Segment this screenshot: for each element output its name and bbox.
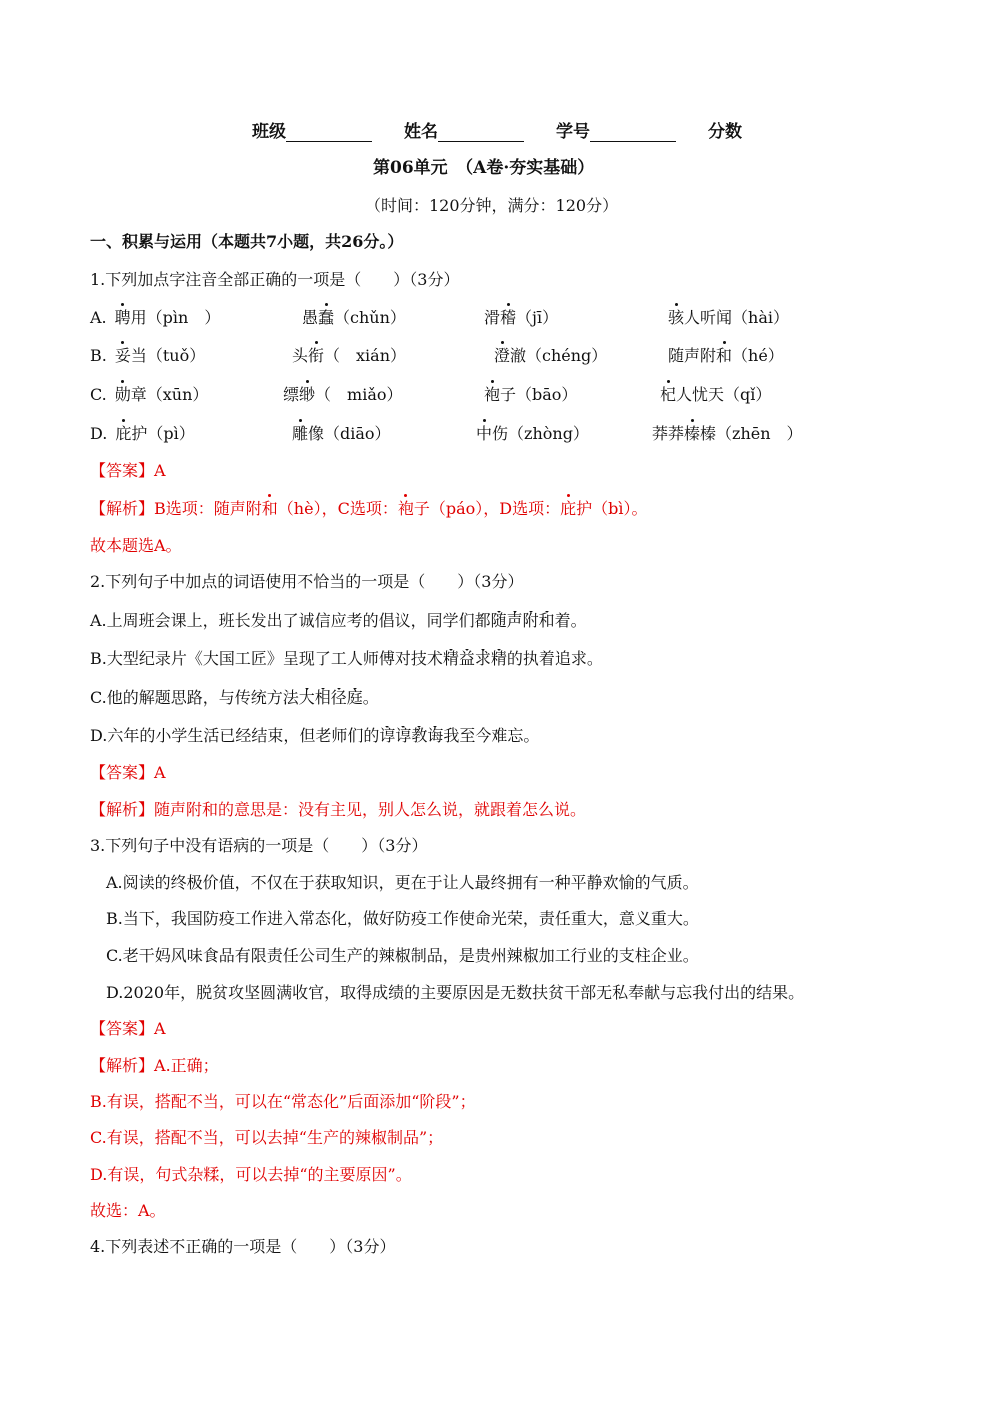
q1-option-b-2: [292, 346, 406, 366]
dotted-char: 榛: [684, 424, 701, 443]
q3-option-a: A.阅读的终极价值，不仅在于获取知识，更在于让人最终拥有一种平静欢愉的气质。: [106, 873, 699, 892]
q2-option-a: [90, 611, 587, 631]
analysis-text: 子（páo），D选项：: [413, 499, 561, 518]
q1-option-b-3: [494, 346, 607, 366]
dotted-char: 骇: [668, 308, 685, 327]
option-text: 伤（zhòng）: [492, 424, 589, 443]
answer-value: A: [154, 1019, 166, 1038]
q1-option-b-1: [90, 346, 205, 366]
dotted-char: 和: [716, 346, 733, 365]
answer-value: A: [154, 461, 166, 480]
option-text: 人忧天（qǐ）: [676, 385, 772, 404]
option-text: 缥: [283, 385, 300, 404]
q4-stem: 4.下列表述不正确的一项是（ ）（3分）: [90, 1237, 396, 1256]
analysis-tag: 【解析】: [90, 499, 155, 518]
q1-option-d-3: [476, 424, 589, 444]
q2-analysis: [90, 800, 586, 820]
q3-stem: 3.下列句子中没有语病的一项是（ ）（3分）: [90, 836, 428, 855]
dotted-char: 妥: [114, 346, 131, 365]
q1-stem: 1.下列加点字注音全部正确的一项是（ ）（3分）: [90, 270, 460, 289]
option-text: 滑: [484, 308, 501, 327]
option-text: 像（diāo）: [308, 424, 391, 443]
option-letter: A.: [90, 308, 107, 327]
option-text: 的执着追求。: [506, 649, 603, 668]
analysis-text: A.正确；: [154, 1056, 219, 1075]
analysis-tag: 【解析】: [90, 1056, 155, 1075]
q3-analysis-c: C.有误，搭配不当，可以去掉“生产的辣椒制品”；: [90, 1128, 444, 1147]
q1-option-a-1: [90, 308, 220, 328]
answer-tag: 【答案】: [90, 461, 155, 480]
option-text: 随声附: [668, 346, 717, 365]
analysis-tag: 【解析】: [90, 800, 155, 819]
class-blank[interactable]: [286, 123, 372, 142]
q3-option-c: C.老干妈风味食品有限责任公司生产的辣椒制品，是贵州辣椒加工行业的支柱企业。: [106, 946, 699, 965]
q2-option-d: [90, 726, 539, 746]
option-letter: D.: [90, 424, 108, 443]
q2-answer: [90, 763, 166, 783]
section-title: 一、积累与运用（本题共7小题，共26分。）: [90, 232, 404, 251]
analysis-text: 护（bì）。: [576, 499, 648, 518]
option-text: （chǔn）: [334, 308, 406, 327]
page-title: 第06单元 （A卷·夯实基础）: [373, 158, 595, 178]
option-text: （ miǎo）: [315, 385, 403, 404]
dotted-char: 蠢: [318, 308, 335, 327]
q3-analysis-b: B.有误，搭配不当，可以在“常态化”后面添加“阶段”；: [90, 1092, 476, 1111]
option-text: 着。: [554, 611, 587, 630]
q1-option-c-4: [660, 385, 771, 405]
option-text: 当（tuǒ）: [130, 346, 206, 365]
dotted-word: 随声附和: [490, 611, 555, 630]
option-text: 头: [292, 346, 309, 365]
option-text: 人听闻（hài）: [684, 308, 789, 327]
dotted-word: 谆谆教诲: [379, 726, 444, 745]
option-text: 。: [362, 688, 379, 707]
answer-tag: 【答案】: [90, 1019, 155, 1038]
option-text: D.六年的小学生活已经结束，但老师们的: [90, 726, 380, 745]
option-text: A.上周班会课上，班长发出了诚信应考的倡议，同学们都: [90, 611, 491, 630]
analysis-text: 随声附和的意思是：没有主见，别人怎么说，就跟着怎么说。: [154, 800, 587, 819]
dotted-char: 稽: [500, 308, 517, 327]
dotted-char: 衔: [308, 346, 325, 365]
q3-analysis: [90, 1056, 219, 1076]
dotted-char: 庇: [560, 499, 577, 518]
dotted-char: 袍: [484, 385, 501, 404]
q1-option-d-2: [292, 424, 391, 444]
q1-option-b-4: [668, 346, 784, 366]
q1-option-d-4: [652, 424, 803, 444]
q2-option-b: [90, 649, 603, 669]
dotted-char: 袍: [397, 499, 414, 518]
q1-conclusion: 故本题选A。: [90, 536, 182, 555]
q1-option-a-3: [484, 308, 558, 328]
option-text: 我至今难忘。: [443, 726, 540, 745]
name-blank[interactable]: [438, 123, 524, 142]
q1-option-a-4: [668, 308, 789, 328]
option-text: B.大型纪录片《大国工匠》呈现了工人师傅对技术: [90, 649, 443, 668]
analysis-text: （hè），C选项：: [277, 499, 398, 518]
dotted-char: 勋: [114, 385, 131, 404]
option-text: （jī）: [516, 308, 559, 327]
dotted-char: 中: [476, 424, 493, 443]
q1-option-a-2: [302, 308, 406, 328]
answer-tag: 【答案】: [90, 763, 155, 782]
dotted-char: 雕: [292, 424, 309, 443]
q1-answer: [90, 461, 166, 481]
option-letter: B.: [90, 346, 107, 365]
dotted-char: 庇: [115, 424, 132, 443]
class-label: 班级: [252, 122, 286, 142]
analysis-text: B选项：随声附: [154, 499, 262, 518]
dotted-char: 杞: [660, 385, 677, 404]
dotted-char: 和: [261, 499, 278, 518]
q1-option-d-1: [90, 424, 195, 444]
option-text: （ xián）: [324, 346, 407, 365]
dotted-char: 缈: [299, 385, 316, 404]
q3-conclusion: 故选：A。: [90, 1201, 166, 1220]
q1-option-c-3: [484, 385, 577, 405]
q3-answer: [90, 1019, 166, 1039]
dotted-char: 澄: [494, 346, 511, 365]
header-fields: [252, 122, 742, 142]
q1-analysis: [90, 499, 647, 519]
q3-option-d: D.2020年，脱贫攻坚圆满收官，取得成绩的主要原因是无数扶贫干部无私奉献与忘我付出的结果。: [106, 983, 805, 1002]
dotted-word: 精益求精: [442, 649, 507, 668]
q1-option-c-1: [90, 385, 208, 405]
q2-option-c: [90, 688, 379, 708]
q1-option-c-2: [283, 385, 403, 405]
option-text: 愚: [302, 308, 319, 327]
q3-option-b: B.当下，我国防疫工作进入常态化，做好防疫工作使命光荣，责任重大，意义重大。: [106, 909, 699, 928]
dotted-char: 聘: [114, 308, 131, 327]
option-text: 章（xūn）: [130, 385, 209, 404]
option-text: 用（pìn ）: [130, 308, 221, 327]
q3-analysis-d: D.有误，句式杂糅，可以去掉“的主要原因”。: [90, 1165, 412, 1184]
dotted-word: 大相径庭: [298, 688, 363, 707]
option-text: C.他的解题思路，与传统方法: [90, 688, 299, 707]
option-text: （hé）: [732, 346, 784, 365]
option-text: 子（bāo）: [500, 385, 578, 404]
option-text: 澈（chéng）: [510, 346, 608, 365]
option-text: 莽莽: [652, 424, 685, 443]
number-label: 学号: [556, 122, 590, 142]
answer-value: A: [154, 763, 166, 782]
option-text: 护（pì）: [131, 424, 195, 443]
number-blank[interactable]: [590, 123, 676, 142]
name-label: 姓名: [404, 122, 438, 142]
page-subtitle: （时间：120分钟，满分：120分）: [365, 196, 619, 215]
score-label: 分数: [708, 122, 742, 142]
option-text: 榛（zhēn ）: [700, 424, 803, 443]
q2-stem: 2.下列句子中加点的词语使用不恰当的一项是（ ）（3分）: [90, 572, 524, 591]
option-letter: C.: [90, 385, 107, 404]
